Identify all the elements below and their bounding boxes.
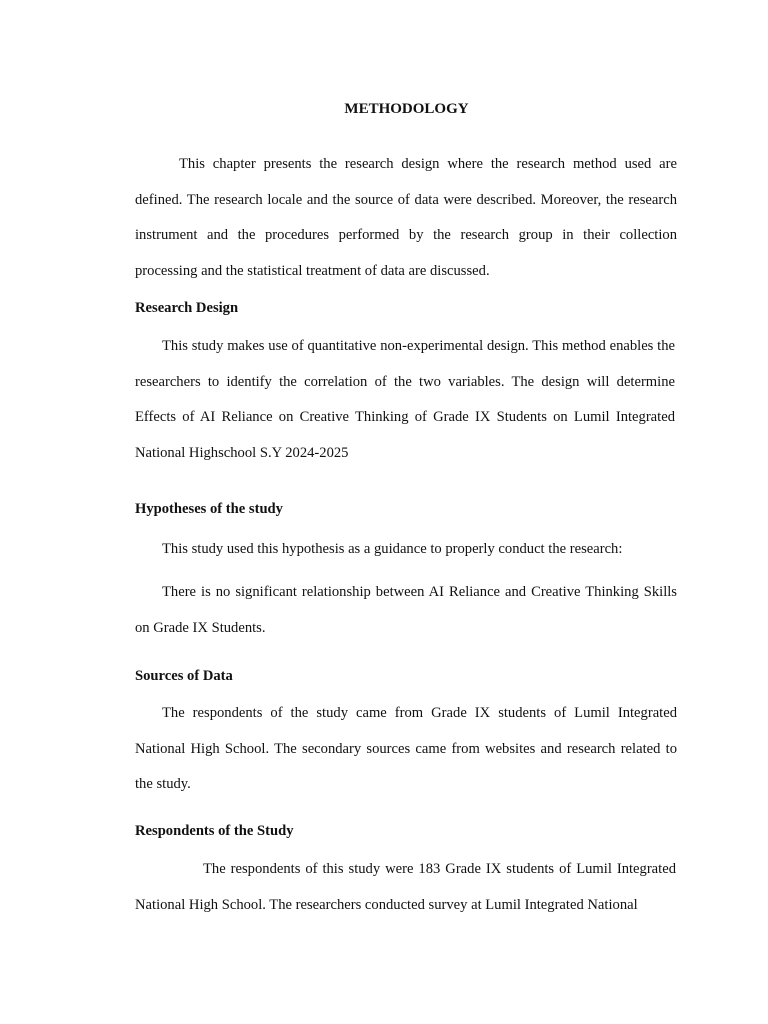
hypotheses-intro: This study used this hypothesis as a guidance to properly conduct the research: <box>162 541 623 557</box>
section-heading-hypotheses: Hypotheses of the study <box>135 501 283 517</box>
respondents-paragraph: The respondents of this study were 183 Grade IX students of Lumil Integrated National High School. The researchers conducted survey at Lumil Integrated National <box>135 861 676 913</box>
intro-paragraph: This chapter presents the research design where the research method used are defined. The research locale and the source of data were described. Moreover, the research instrument and the procedures performed by the research group in their collection processing and the statistical treatment of data are discussed. <box>135 156 677 280</box>
section-heading-sources: Sources of Data <box>135 668 233 684</box>
section-heading-respondents: Respondents of the Study <box>135 823 294 839</box>
research-design-paragraph: This study makes use of quantitative non-experimental design. This method enables the researchers to identify the correlation of the two variables. The design will determine Effects of AI Reliance on Creative Thinking of Grade IX Students on Lumil Integrated National Highschool S.Y 2024-2025 <box>135 338 675 462</box>
hypothesis-statement: There is no significant relationship between AI Reliance and Creative Thinking Skills on Grade IX Students. <box>135 584 677 636</box>
page-title: METHODOLOGY <box>344 101 469 117</box>
section-heading-research-design: Research Design <box>135 300 239 316</box>
sources-paragraph: The respondents of the study came from Grade IX students of Lumil Integrated National High School. The secondary sources came from websites and research related to the study. <box>135 705 677 793</box>
